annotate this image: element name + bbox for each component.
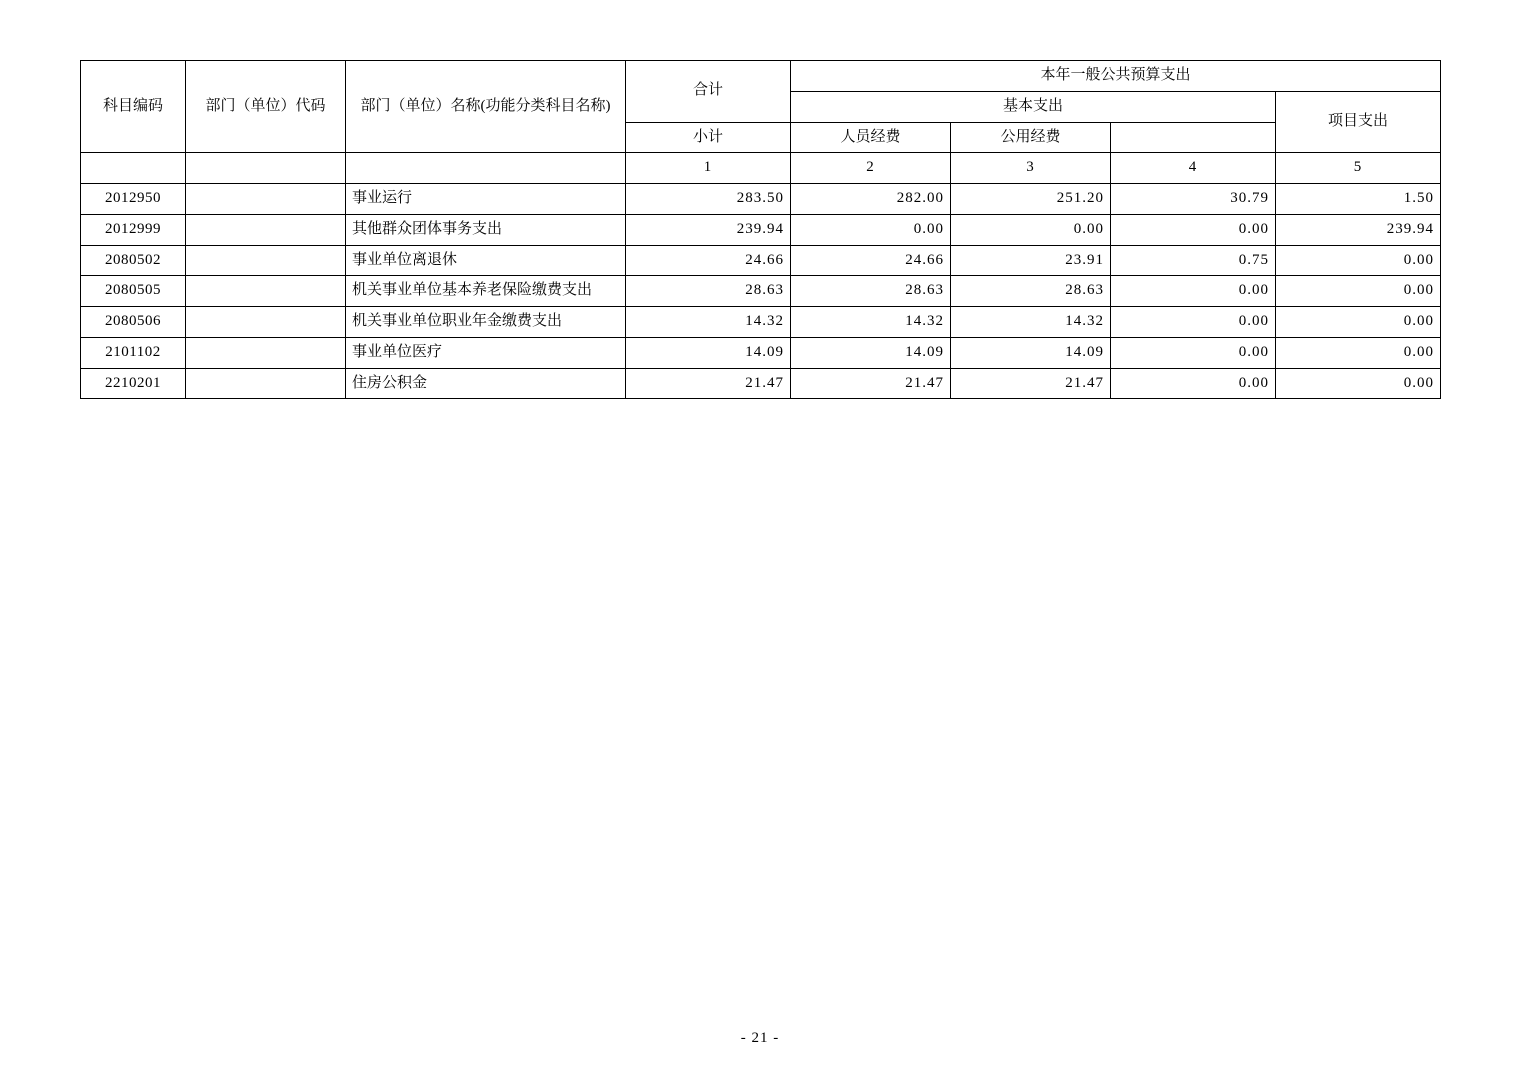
cell-subtotal: 21.47 — [791, 368, 951, 399]
cell-code: 2012999 — [81, 214, 186, 245]
cell-name: 其他群众团体事务支出 — [346, 214, 626, 245]
table-row — [81, 184, 1441, 215]
cell-dept-code — [186, 245, 346, 276]
header-general-public-expenditure: 本年一般公共预算支出 — [791, 61, 1441, 92]
cell-project: 0.00 — [1276, 368, 1441, 399]
cell-project: 0.00 — [1276, 245, 1441, 276]
table-row — [81, 245, 1441, 276]
cell-code: 2101102 — [81, 337, 186, 368]
cell-code: 2080505 — [81, 276, 186, 307]
cell-total: 24.66 — [626, 245, 791, 276]
colnum-3: 3 — [951, 153, 1111, 184]
cell-subtotal: 0.00 — [791, 214, 951, 245]
table-row — [81, 276, 1441, 307]
header-subtotal: 小计 — [626, 122, 791, 153]
colnum-blank-2 — [186, 153, 346, 184]
cell-public: 0.75 — [1111, 245, 1276, 276]
cell-public: 0.00 — [1111, 337, 1276, 368]
table-row — [81, 307, 1441, 338]
budget-expenditure-table — [80, 60, 1441, 399]
header-basic-expenditure: 基本支出 — [791, 91, 1276, 122]
table-row — [81, 368, 1441, 399]
cell-personnel: 28.63 — [951, 276, 1111, 307]
cell-public: 0.00 — [1111, 276, 1276, 307]
cell-name: 机关事业单位基本养老保险缴费支出 — [346, 276, 626, 307]
cell-project: 0.00 — [1276, 307, 1441, 338]
header-personnel-funds: 人员经费 — [791, 122, 951, 153]
colnum-5: 5 — [1276, 153, 1441, 184]
cell-public: 0.00 — [1111, 214, 1276, 245]
cell-project: 0.00 — [1276, 276, 1441, 307]
colnum-1: 1 — [626, 153, 791, 184]
header-code: 科目编码 — [81, 61, 186, 153]
table-header-row-1 — [81, 61, 1441, 92]
colnum-blank-1 — [81, 153, 186, 184]
cell-personnel: 14.32 — [951, 307, 1111, 338]
colnum-blank-3 — [346, 153, 626, 184]
cell-public: 0.00 — [1111, 307, 1276, 338]
cell-dept-code — [186, 276, 346, 307]
cell-public: 0.00 — [1111, 368, 1276, 399]
header-dept-name: 部门（单位）名称(功能分类科目名称) — [346, 61, 626, 153]
cell-subtotal: 14.32 — [791, 307, 951, 338]
cell-subtotal: 14.09 — [791, 337, 951, 368]
page-number: - 21 - — [740, 1030, 780, 1046]
cell-personnel: 0.00 — [951, 214, 1111, 245]
cell-code: 2080502 — [81, 245, 186, 276]
header-total: 合计 — [626, 61, 791, 123]
cell-name: 事业单位医疗 — [346, 337, 626, 368]
cell-personnel: 14.09 — [951, 337, 1111, 368]
colnum-2: 2 — [791, 153, 951, 184]
cell-dept-code — [186, 184, 346, 215]
cell-public: 30.79 — [1111, 184, 1276, 215]
cell-total: 28.63 — [626, 276, 791, 307]
cell-subtotal: 28.63 — [791, 276, 951, 307]
colnum-4: 4 — [1111, 153, 1276, 184]
cell-total: 21.47 — [626, 368, 791, 399]
cell-total: 283.50 — [626, 184, 791, 215]
cell-code: 2012950 — [81, 184, 186, 215]
cell-total: 14.32 — [626, 307, 791, 338]
table-column-number-row — [81, 153, 1441, 184]
cell-subtotal: 282.00 — [791, 184, 951, 215]
cell-dept-code — [186, 307, 346, 338]
cell-personnel: 251.20 — [951, 184, 1111, 215]
cell-name: 住房公积金 — [346, 368, 626, 399]
cell-personnel: 21.47 — [951, 368, 1111, 399]
cell-total: 14.09 — [626, 337, 791, 368]
header-dept-code: 部门（单位）代码 — [186, 61, 346, 153]
cell-code: 2210201 — [81, 368, 186, 399]
cell-dept-code — [186, 337, 346, 368]
cell-code: 2080506 — [81, 307, 186, 338]
header-public-funds: 公用经费 — [951, 122, 1111, 153]
cell-project: 1.50 — [1276, 184, 1441, 215]
cell-total: 239.94 — [626, 214, 791, 245]
cell-dept-code — [186, 214, 346, 245]
cell-name: 事业单位离退休 — [346, 245, 626, 276]
cell-project: 0.00 — [1276, 337, 1441, 368]
cell-dept-code — [186, 368, 346, 399]
cell-project: 239.94 — [1276, 214, 1441, 245]
cell-subtotal: 24.66 — [791, 245, 951, 276]
header-project-expenditure: 项目支出 — [1276, 91, 1441, 153]
cell-personnel: 23.91 — [951, 245, 1111, 276]
table-row — [81, 337, 1441, 368]
cell-name: 机关事业单位职业年金缴费支出 — [346, 307, 626, 338]
cell-name: 事业运行 — [346, 184, 626, 215]
table-row — [81, 214, 1441, 245]
